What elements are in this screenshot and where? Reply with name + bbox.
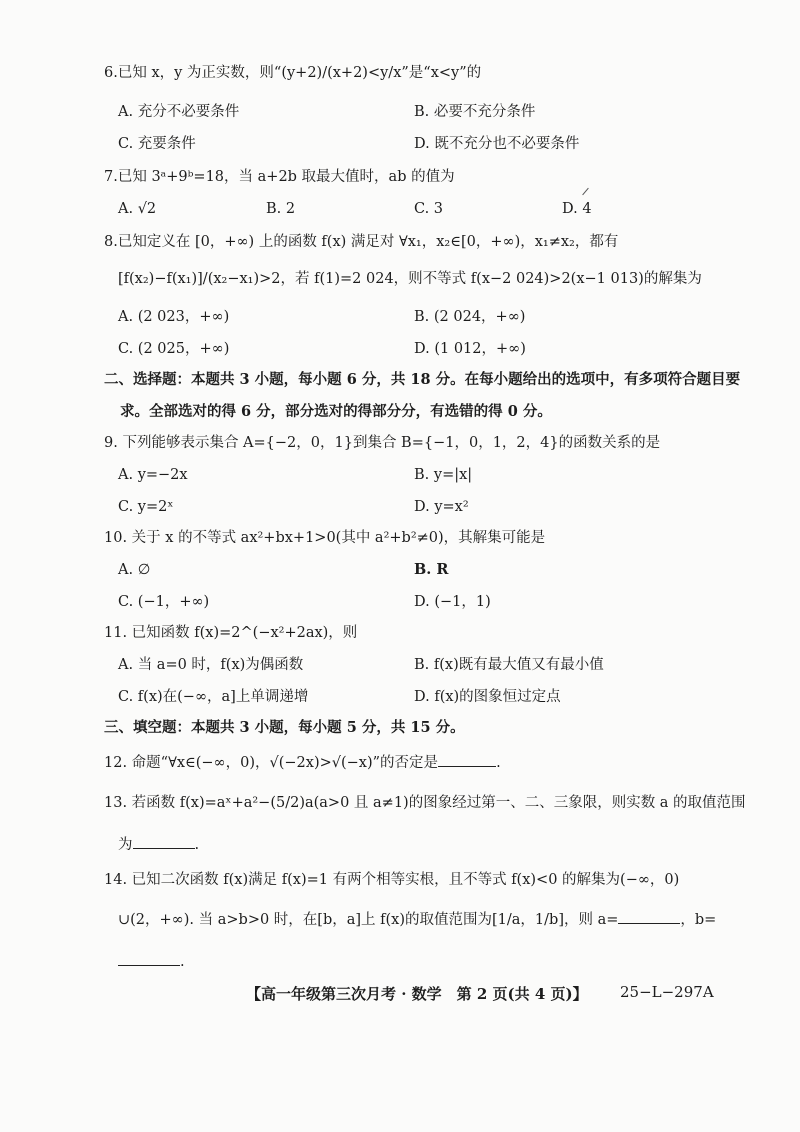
q10-stem: 10. 关于 x 的不等式 ax²+bx+1>0(其中 a²+b²≠0)，其解集可能是 bbox=[104, 530, 546, 546]
q8-options-row2 bbox=[118, 338, 800, 360]
q6-option-b: B. 必要不充分条件 bbox=[414, 104, 536, 120]
page-footer-code: 25−L−297A bbox=[620, 983, 714, 1001]
q7-options-row bbox=[118, 198, 800, 220]
q8-option-d: D. (1 012，+∞) bbox=[414, 341, 526, 357]
q9-option-c: C. y=2ˣ bbox=[118, 499, 174, 515]
q11-stem: 11. 已知函数 f(x)=2^(−x²+2ax)，则 bbox=[104, 625, 358, 641]
q6-stem: 6.已知 x，y 为正实数，则“(y+2)/(x+2)<y/x”是“x<y”的 bbox=[104, 65, 482, 81]
q8-options-row1 bbox=[118, 306, 800, 328]
q11-options-row2 bbox=[118, 686, 800, 708]
q8-stem-line1: 8.已知定义在 [0，+∞) 上的函数 f(x) 满足对 ∀x₁，x₂∈[0，+∞)，x₁≠x₂，都有 bbox=[104, 234, 619, 250]
q6-option-a: A. 充分不必要条件 bbox=[118, 104, 240, 120]
q11-options-row1 bbox=[118, 654, 800, 676]
q12-tail: . bbox=[496, 755, 501, 771]
q13-line2 bbox=[118, 832, 800, 856]
q8-option-a: A. (2 023，+∞) bbox=[118, 309, 230, 325]
q13-stem-line2: 为 bbox=[118, 837, 133, 853]
q14-stem-line1: 14. 已知二次函数 f(x)满足 f(x)=1 有两个相等实根，且不等式 f(x)<0 的解集为(−∞，0) bbox=[104, 872, 680, 888]
q12-line bbox=[104, 750, 800, 774]
q11-option-a: A. 当 a=0 时，f(x)为偶函数 bbox=[118, 657, 304, 673]
q6-options-row1 bbox=[118, 101, 800, 123]
q10-option-b: B. R bbox=[414, 561, 449, 578]
section2-heading: 二、选择题：本题共 3 小题，每小题 6 分，共 18 分。在每小题给出的选项中，有多项符合题目要 bbox=[104, 371, 741, 388]
q9-stem: 9. 下列能够表示集合 A={−2，0，1}到集合 B={−1，0，1，2，4}的函数关系的是 bbox=[104, 435, 661, 451]
q10-option-a: A. ∅ bbox=[118, 562, 151, 578]
q11-option-b: B. f(x)既有最大值又有最小值 bbox=[414, 657, 604, 673]
q14-stem-mid: ，b= bbox=[680, 912, 717, 928]
q9-options-row2 bbox=[118, 496, 800, 518]
section3-heading: 三、填空题：本题共 3 小题，每小题 5 分，共 15 分。 bbox=[104, 719, 465, 736]
q6-option-d: D. 既不充分也不必要条件 bbox=[414, 136, 580, 152]
q7-stem: 7.已知 3ᵃ+9ᵇ=18，当 a+2b 取最大值时，ab 的值为 bbox=[104, 169, 455, 185]
q14-line3 bbox=[118, 949, 800, 973]
q7-option-c: C. 3 bbox=[414, 201, 444, 217]
page-footer-title: 【高一年级第三次月考 · 数学 第 2 页(共 4 页)】 bbox=[246, 985, 588, 1003]
q10-option-d: D. (−1，1) bbox=[414, 594, 491, 610]
q7-option-a: A. √2 bbox=[118, 201, 157, 217]
q14-line2 bbox=[118, 907, 800, 931]
q11-option-c: C. f(x)在(−∞，a]上单调递增 bbox=[118, 689, 309, 705]
q10-option-c: C. (−1，+∞) bbox=[118, 594, 210, 610]
q8-option-c: C. (2 025，+∞) bbox=[118, 341, 230, 357]
q9-option-a: A. y=−2x bbox=[118, 467, 188, 483]
q12-answer-blank[interactable] bbox=[438, 750, 496, 767]
q9-options-row1 bbox=[118, 464, 800, 486]
q9-option-b: B. y=|x| bbox=[414, 467, 473, 483]
q14-answer-blank-a[interactable] bbox=[618, 907, 680, 924]
q7-option-d: D. 4 bbox=[562, 201, 592, 217]
q10-options-row1 bbox=[118, 559, 800, 581]
q6-option-c: C. 充要条件 bbox=[118, 136, 196, 152]
q7-option-b: B. 2 bbox=[266, 201, 296, 217]
q13-tail: . bbox=[194, 837, 200, 853]
q13-stem-line1: 13. 若函数 f(x)=aˣ+a²−(5/2)a(a>0 且 a≠1)的图象经过第一、二、三象限，则实数 a 的取值范围 bbox=[104, 795, 746, 811]
q10-options-row2 bbox=[118, 591, 800, 613]
q14-tail: . bbox=[180, 954, 185, 970]
q14-answer-blank-b[interactable] bbox=[118, 949, 180, 966]
section2-instructions: 求。全部选对的得 6 分，部分选对的得部分分，有选错的得 0 分。 bbox=[120, 403, 552, 420]
q14-stem-line2: ∪(2，+∞). 当 a>b>0 时，在[b，a]上 f(x)的取值范围为[1/a，1/b]，则 a= bbox=[118, 912, 619, 928]
q13-answer-blank[interactable] bbox=[133, 832, 195, 849]
q8-stem-line2: [f(x₂)−f(x₁)]/(x₂−x₁)>2，若 f(1)=2 024，则不等式 f(x−2 024)>2(x−1 013)的解集为 bbox=[118, 271, 702, 287]
q8-option-b: B. (2 024，+∞) bbox=[414, 309, 526, 325]
q6-options-row2 bbox=[118, 133, 800, 155]
q11-option-d: D. f(x)的图象恒过定点 bbox=[414, 689, 561, 705]
q12-stem: 12. 命题“∀x∈(−∞，0)，√(−2x)>√(−x)”的否定是 bbox=[104, 755, 439, 771]
stray-pen-mark bbox=[582, 188, 589, 196]
q9-option-d: D. y=x² bbox=[414, 499, 469, 515]
